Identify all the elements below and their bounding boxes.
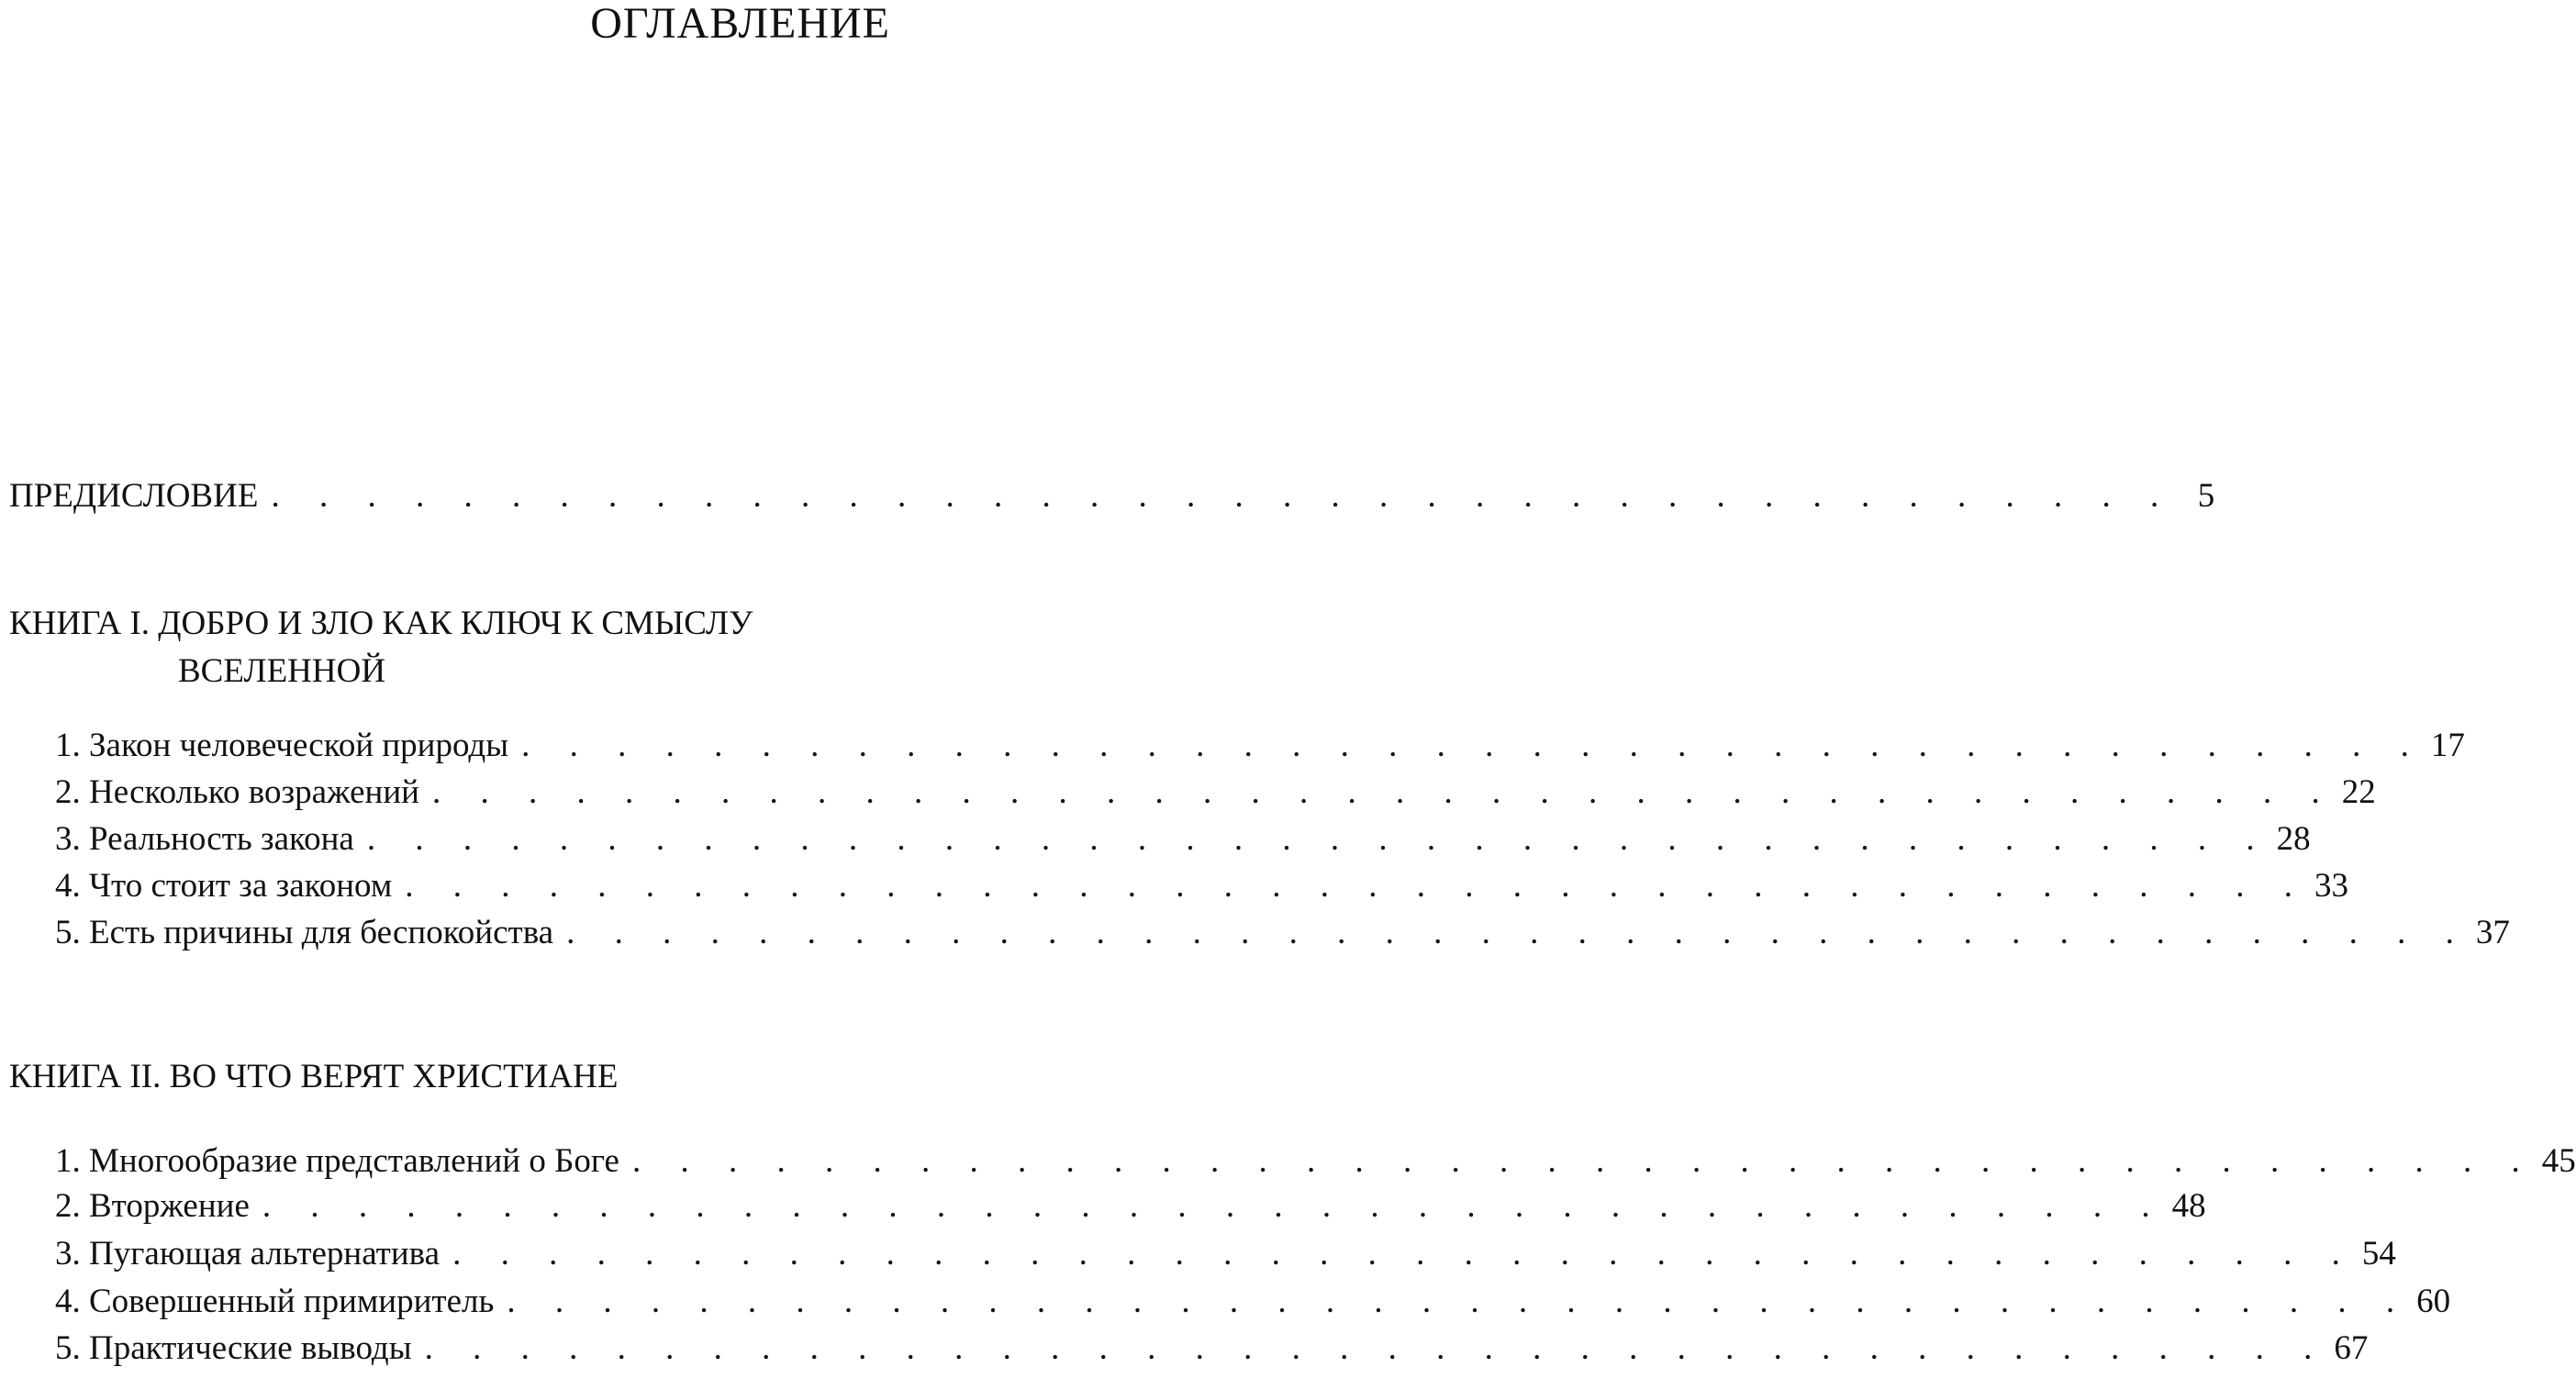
page-number: 33 — [2314, 867, 2348, 905]
dot-leader: . . . . . . . . . . . . . . . . . . . . . . . . . . . . . . . . . . . . . . . . — [405, 867, 2308, 905]
dot-leader: . . . . . . . . . . . . . . . . . . . . . . . . . . . . . . . . . . . . . . . . — [507, 1283, 2411, 1320]
book-2-heading[interactable] — [9, 1053, 872, 1101]
entry-label: 1. Закон человеческой природы — [55, 727, 509, 764]
dot-leader: . . . . . . . . . . . . . . . . . . . . . . . . . . . . . . . . . . . . . . . . — [566, 914, 2470, 951]
entry-label: 5. Практические выводы — [55, 1329, 412, 1367]
dot-leader: . . . . . . . . . . . . . . . . . . . . . . . . . . . . . . . . . . . . . . . . — [521, 727, 2425, 764]
entry-label: 4. Совершенный примиритель — [55, 1283, 495, 1320]
entry-label: 2. Несколько возражений — [55, 773, 419, 811]
toc-entry-chapter[interactable] — [55, 1329, 2369, 1368]
page-number: 22 — [2341, 773, 2376, 811]
toc-entry-chapter[interactable] — [55, 820, 2311, 859]
toc-entry-chapter[interactable] — [55, 1187, 2206, 1226]
entry-label: 3. Пугающая альтернатива — [55, 1235, 440, 1272]
entry-label: 3. Реальность закона — [55, 820, 354, 858]
entry-label: 1. Многообразие представлений о Боге — [55, 1142, 619, 1180]
toc-entry-chapter[interactable] — [55, 914, 2510, 952]
dot-leader: . . . . . . . . . . . . . . . . . . . . . . . . . . . . . . . . . . . . . . . . — [424, 1329, 2328, 1367]
toc-entry-chapter[interactable] — [55, 1235, 2396, 1273]
book-heading-line: КНИГА I. ДОБРО И ЗЛО КАК КЛЮЧ К СМЫСЛУ — [9, 605, 753, 642]
toc-entry-chapter[interactable] — [55, 773, 2376, 812]
entry-label: 5. Есть причины для беспокойства — [55, 914, 554, 951]
page-number: 67 — [2334, 1329, 2369, 1367]
dot-leader: . . . . . . . . . . . . . . . . . . . . . . . . . . . . . . . . . . . . . . . . — [271, 477, 2175, 515]
entry-label: ПРЕДИСЛОВИЕ — [9, 477, 259, 515]
dot-leader: . . . . . . . . . . . . . . . . . . . . . . . . . . . . . . . . . . . . . . . . — [262, 1187, 2166, 1225]
page-number: 5 — [2197, 477, 2215, 515]
toc-entry-chapter[interactable] — [55, 727, 2465, 765]
dot-leader: . . . . . . . . . . . . . . . . . . . . . . . . . . . . . . . . . . . . . . . . — [366, 820, 2270, 858]
toc-entry-chapter[interactable] — [55, 1142, 2576, 1181]
book-heading-line: КНИГА II. ВО ЧТО ВЕРЯТ ХРИСТИАНЕ — [9, 1058, 619, 1095]
page-number: 45 — [2541, 1142, 2576, 1180]
entry-label: 4. Что стоит за законом — [55, 867, 393, 905]
toc-entry-chapter[interactable] — [55, 867, 2348, 906]
page-number: 48 — [2171, 1187, 2206, 1225]
page-number: 28 — [2276, 820, 2311, 858]
book-1-heading[interactable] — [9, 600, 872, 695]
dot-leader: . . . . . . . . . . . . . . . . . . . . . . . . . . . . . . . . . . . . . . . . — [452, 1235, 2356, 1272]
book-heading-line: ВСЕЛЕННОЙ — [178, 652, 386, 690]
toc-entry-chapter[interactable] — [55, 1283, 2451, 1321]
toc-entry-preface[interactable] — [9, 477, 2215, 516]
page-number: 37 — [2475, 914, 2510, 951]
page-number: 54 — [2361, 1235, 2396, 1272]
dot-leader: . . . . . . . . . . . . . . . . . . . . . . . . . . . . . . . . . . . . . . . . — [431, 773, 2336, 811]
entry-label: 2. Вторжение — [55, 1187, 250, 1225]
page-number: 17 — [2430, 727, 2465, 764]
dot-leader: . . . . . . . . . . . . . . . . . . . . . . . . . . . . . . . . . . . . . . . . — [631, 1142, 2536, 1180]
page-number: 60 — [2416, 1283, 2451, 1320]
page-title: ОГЛАВЛЕНИЕ — [590, 0, 890, 48]
